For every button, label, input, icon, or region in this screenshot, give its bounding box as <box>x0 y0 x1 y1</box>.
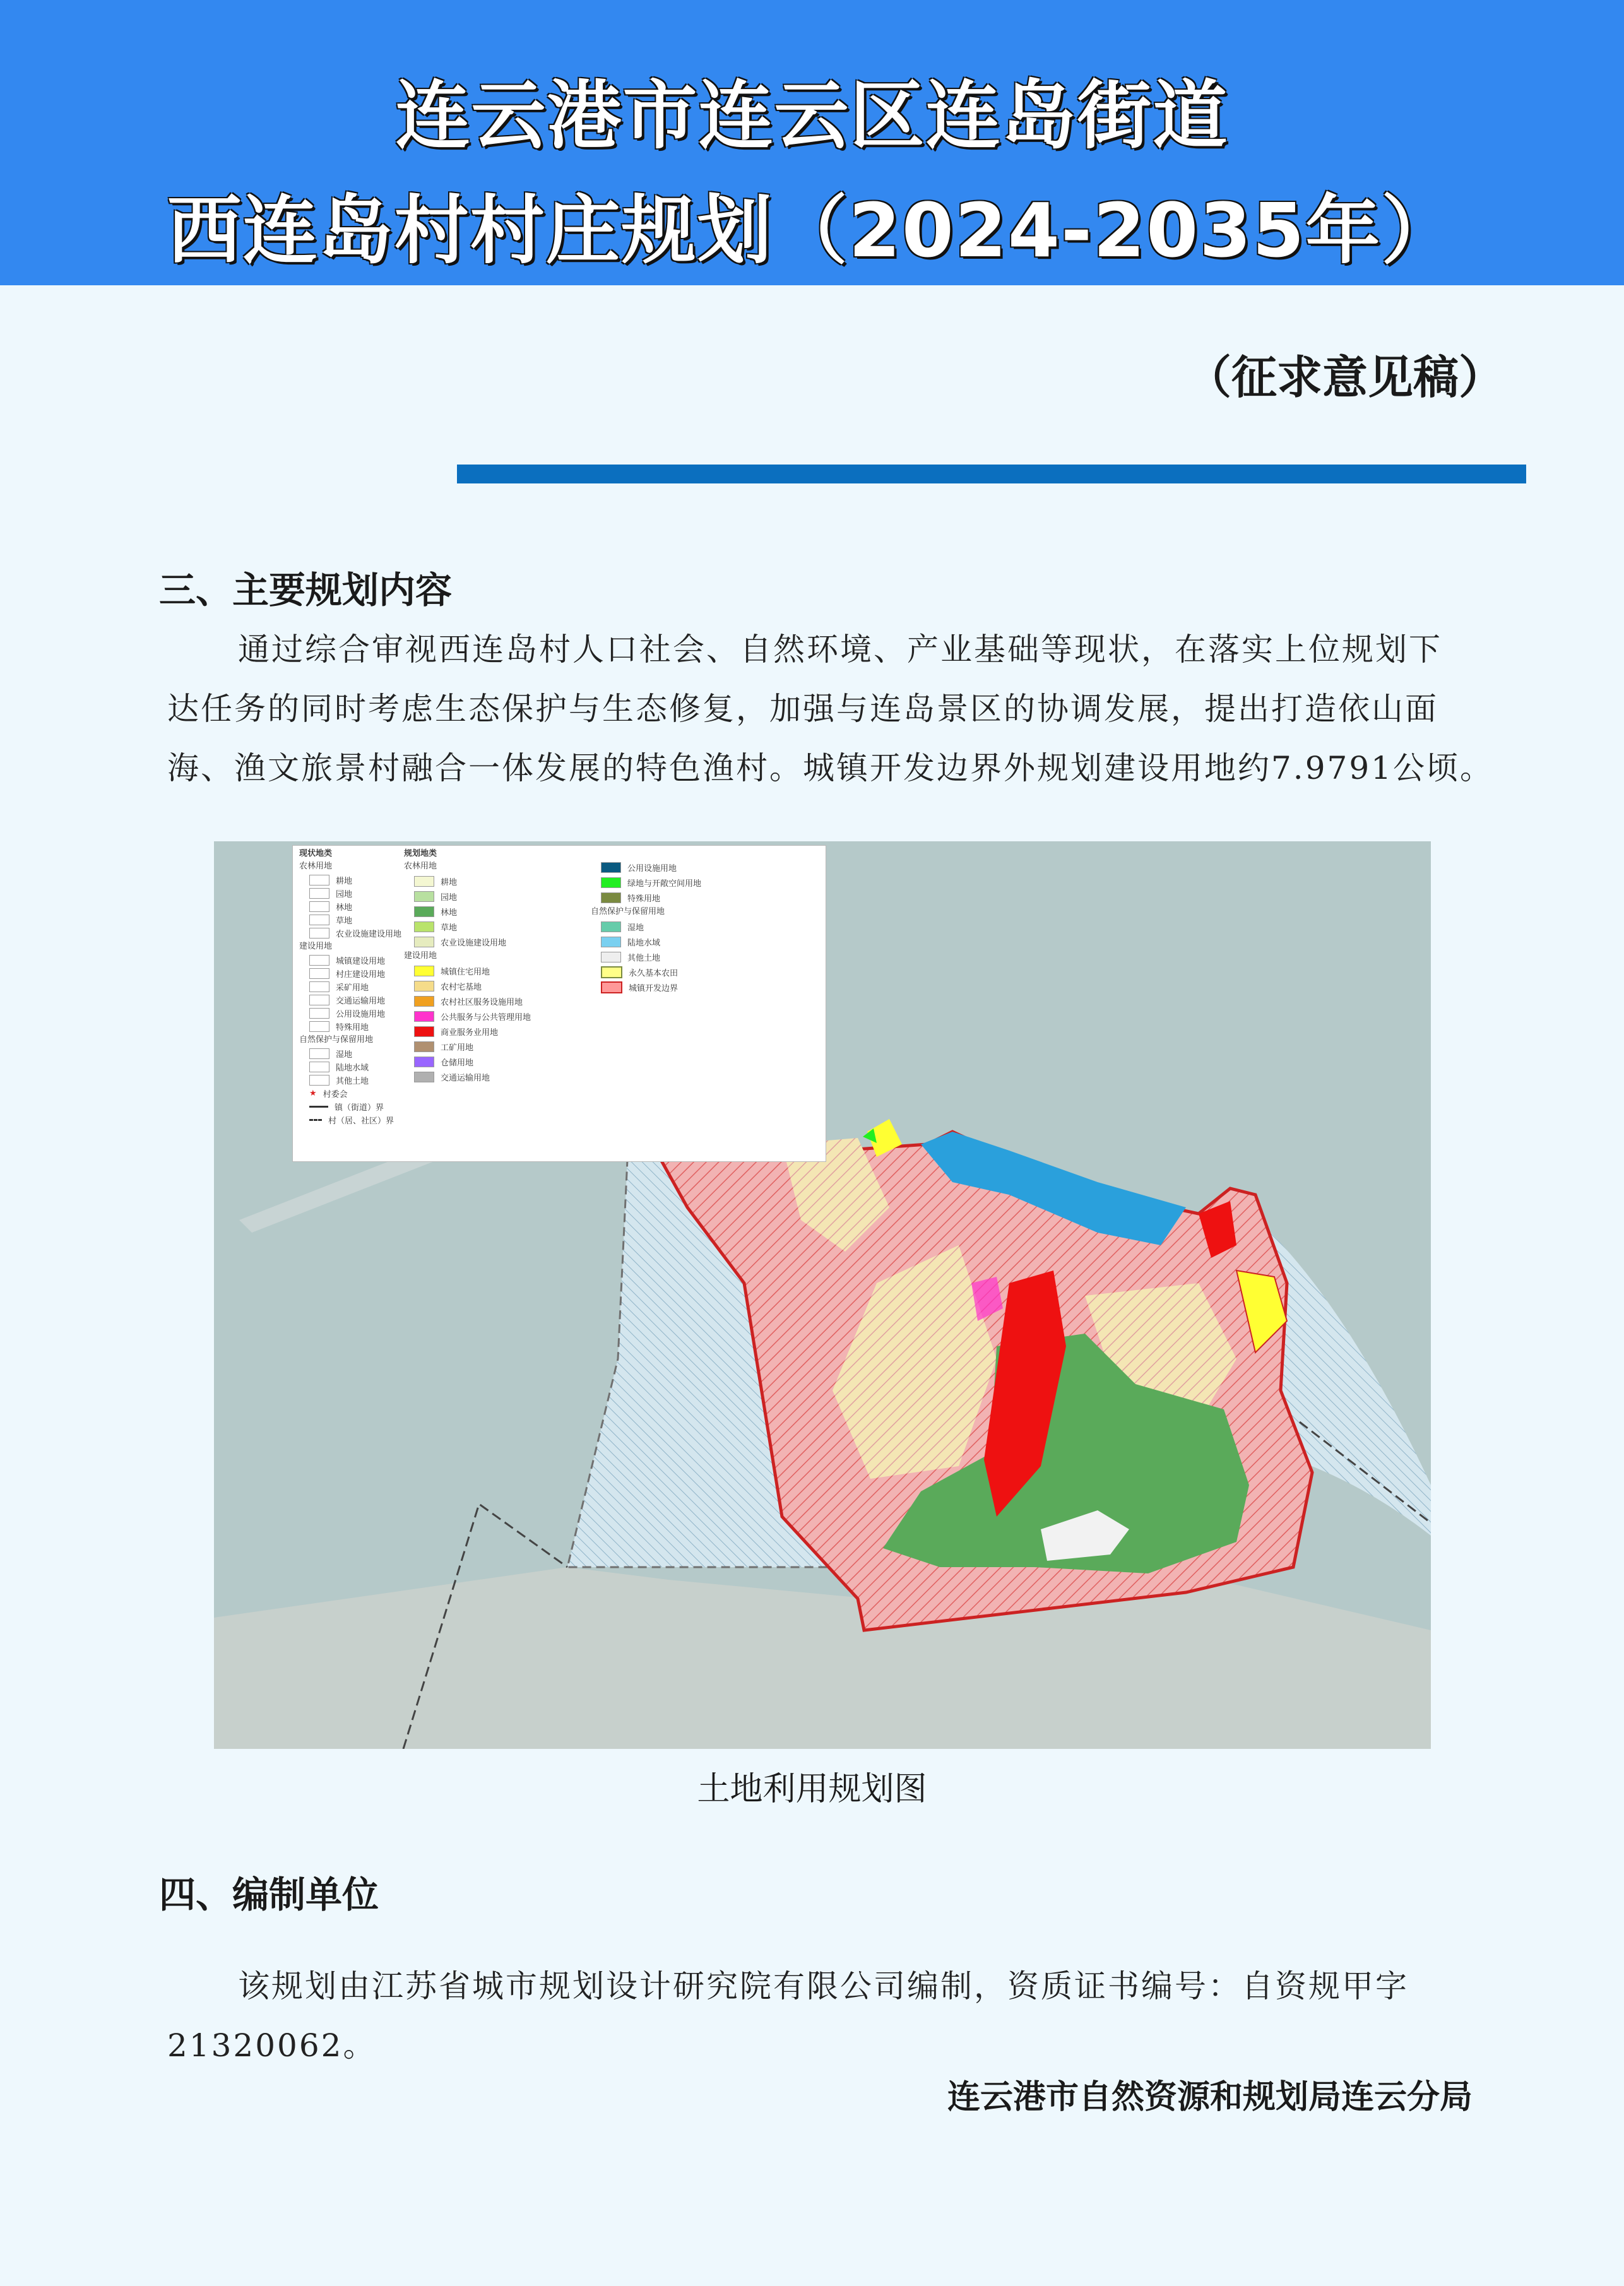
legend-planned-column-2 <box>591 860 793 995</box>
legend-item: 村（居、社区）界 <box>299 1113 394 1127</box>
title-line-1: 连云港市连云区连岛街道 <box>395 72 1229 159</box>
legend-item: 商业服务业用地 <box>404 1024 593 1039</box>
legend-item: 农村宅基地 <box>404 978 593 993</box>
title-banner <box>0 0 1624 285</box>
legend-item: 交通运输用地 <box>404 1069 593 1084</box>
legend-item: 城镇开发边界 <box>591 980 793 995</box>
legend-item: 交通运输用地 <box>299 993 394 1007</box>
legend-planned-title: 规划地类 <box>404 849 437 858</box>
title-line-2: 西连岛村村庄规划（2024-2035年） <box>167 187 1457 274</box>
land-use-map <box>214 841 1431 1749</box>
legend-item: 工矿用地 <box>404 1039 593 1054</box>
legend-item: 农村社区服务设施用地 <box>404 993 593 1009</box>
legend-item: 公用设施用地 <box>299 1007 394 1020</box>
legend-item: 草地 <box>299 913 394 927</box>
map-caption: 土地利用规划图 <box>697 1770 927 1808</box>
paragraph-line: 该规划由江苏省城市规划设计研究院有限公司编制，资质证书编号：自资规甲字 <box>238 1968 1409 2005</box>
legend-group: 建设用地 <box>404 951 437 961</box>
section-4-heading: 四、编制单位 <box>159 1873 379 1916</box>
legend-item: 农业设施建设用地 <box>299 927 394 940</box>
legend-current-title: 现状地类 <box>299 849 333 858</box>
legend-group: 农林用地 <box>299 862 333 871</box>
legend-item: 湿地 <box>591 919 793 934</box>
legend-item: 永久基本农田 <box>591 964 793 980</box>
legend-item: 特殊用地 <box>299 1020 394 1033</box>
legend-item: 园地 <box>299 887 394 900</box>
legend-item: 仓储用地 <box>404 1054 593 1069</box>
legend-current-column <box>299 848 402 1127</box>
legend-item: ★ 村委会 <box>309 1089 348 1099</box>
legend-group: 建设用地 <box>299 942 333 951</box>
issuer-signature: 连云港市自然资源和规划局连云分局 <box>947 2078 1473 2116</box>
section-3-heading: 三、主要规划内容 <box>159 569 453 612</box>
legend-item: 林地 <box>404 904 593 919</box>
legend-item: 镇（街道）界 <box>299 1100 394 1113</box>
draft-label: （征求意见稿） <box>1185 351 1504 404</box>
legend-item: 特殊用地 <box>591 890 793 905</box>
paragraph-line: 达任务的同时考虑生态保护与生态修复，加强与连岛景区的协调发展，提出打造依山面 <box>167 690 1438 727</box>
legend-item: 林地 <box>299 900 394 913</box>
legend-item: 采矿用地 <box>299 980 394 993</box>
legend-group: 自然保护与保留用地 <box>591 907 665 916</box>
legend-item: 陆地水域 <box>591 934 793 949</box>
legend-group: 农林用地 <box>404 862 437 871</box>
legend-planned-column <box>404 848 593 1084</box>
legend-item: 耕地 <box>404 874 593 889</box>
legend-group: 自然保护与保留用地 <box>299 1035 374 1045</box>
paragraph-line: 21320062。 <box>167 2027 377 2064</box>
divider-bar <box>457 465 1526 483</box>
star-icon: ★ <box>309 1089 317 1098</box>
paragraph-line: 通过综合审视西连岛村人口社会、自然环境、产业基础等现状，在落实上位规划下 <box>238 631 1442 668</box>
legend-item: 耕地 <box>299 874 394 887</box>
legend-item: 园地 <box>404 889 593 904</box>
legend-item: 草地 <box>404 919 593 934</box>
legend-item: 公共服务与公共管理用地 <box>404 1009 593 1024</box>
legend-item: 城镇住宅用地 <box>404 963 593 978</box>
legend-item: 其他土地 <box>591 949 793 964</box>
map-legend <box>292 845 826 1162</box>
legend-item: 公用设施用地 <box>591 860 793 875</box>
legend-item: 陆地水域 <box>299 1060 394 1074</box>
legend-item: 城镇建设用地 <box>299 954 394 967</box>
section-4-paragraph <box>167 1957 1512 2075</box>
legend-item: 湿地 <box>299 1047 394 1060</box>
line-icon <box>309 1106 328 1108</box>
legend-item: 绿地与开敞空间用地 <box>591 875 793 890</box>
legend-item: 农业设施建设用地 <box>404 934 593 949</box>
section-3-paragraph <box>167 620 1512 798</box>
dashed-line-icon <box>309 1119 322 1121</box>
legend-item: 其他土地 <box>299 1074 394 1087</box>
paragraph-line: 海、渔文旅景村融合一体发展的特色渔村。城镇开发边界外规划建设用地约7.9791公顷。 <box>167 750 1493 786</box>
legend-item: 村庄建设用地 <box>299 967 394 980</box>
